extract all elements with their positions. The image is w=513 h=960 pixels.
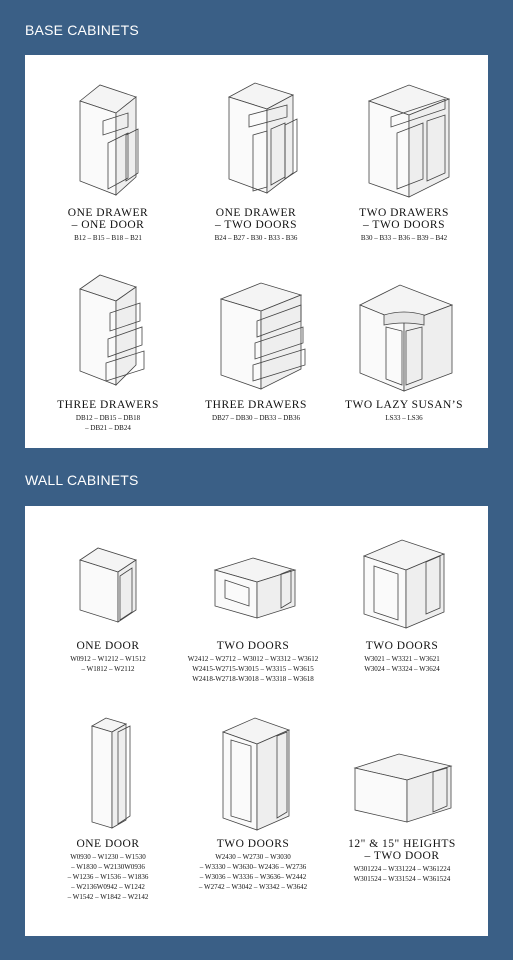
item-title: TWO DOORS <box>365 640 439 652</box>
wall-cabinets-panel <box>25 506 488 936</box>
item-codes: LS33 – LS36 <box>385 414 423 422</box>
item-title: TWO DRAWERS – TWO DOORS <box>359 207 449 231</box>
item-title: 12" & 15" HEIGHTS – TWO DOOR <box>348 838 456 862</box>
wall-item-two-doors-medium[interactable] <box>325 528 479 674</box>
base-item-three-drawers-wide[interactable] <box>179 265 333 423</box>
lazy-susan-corner-cabinet-icon <box>344 265 464 395</box>
wall-two-doors-tall-icon <box>203 712 303 834</box>
three-drawers-wide-cabinet-icon <box>201 265 311 395</box>
wall-cabinets-heading: WALL CABINETS <box>25 472 139 488</box>
wall-item-two-doors-short[interactable] <box>176 536 330 684</box>
base-item-one-drawer-two-doors[interactable] <box>179 73 333 243</box>
item-codes: W2412 – W2712 – W3012 – W3312 – W3612 W2415-W2715-W3015 – W3315 – W3615 W2418-W2718-W3018 – W3318 – W3618 <box>187 655 319 683</box>
item-codes: W0912 – W1212 – W1512 – W1812 – W2112 <box>70 655 146 673</box>
item-title: ONE DRAWER – TWO DOORS <box>215 207 297 231</box>
three-drawers-narrow-cabinet-icon <box>58 265 158 395</box>
item-codes: B24 – B27 - B30 - B33 - B36 <box>214 234 298 242</box>
base-cabinets-panel <box>25 55 488 448</box>
item-codes: W3021 – W3321 – W3621 W3024 – W3324 – W3624 <box>364 655 440 673</box>
item-title: TWO DOORS <box>216 838 290 850</box>
item-codes: B30 – B33 – B36 – B39 – B42 <box>360 234 448 242</box>
base-item-three-drawers-narrow[interactable] <box>31 265 185 433</box>
item-title: TWO LAZY SUSAN’S <box>344 399 464 411</box>
wall-two-doors-wide-icon <box>347 728 457 834</box>
wall-one-door-tall-icon <box>58 712 158 834</box>
item-title: ONE DOOR <box>76 640 140 652</box>
wall-item-one-door-short[interactable] <box>31 536 185 674</box>
one-drawer-one-door-cabinet-icon <box>58 73 158 203</box>
wall-item-one-door-tall[interactable] <box>31 712 185 902</box>
wall-two-doors-medium-icon <box>352 528 452 636</box>
item-codes: B12 – B15 – B18 – B21 <box>74 234 142 242</box>
base-cabinets-heading: BASE CABINETS <box>25 22 139 38</box>
one-drawer-two-doors-cabinet-icon <box>201 73 311 203</box>
item-title: THREE DRAWERS <box>205 399 307 411</box>
wall-one-door-short-icon <box>58 536 158 636</box>
item-codes: DB27 – DB30 – DB33 – DB36 <box>212 414 300 422</box>
wall-item-two-doors-tall[interactable] <box>176 712 330 892</box>
item-title: THREE DRAWERS <box>57 399 159 411</box>
wall-two-doors-short-icon <box>203 536 303 636</box>
base-item-one-drawer-one-door[interactable] <box>31 73 185 243</box>
base-item-lazy-susan[interactable] <box>327 265 481 423</box>
item-codes: W2430 – W2730 – W3030 – W3330 – W3630– W2436 – W2736 – W3036 – W3336 – W3636– W2442 – W2742 – W3042 – W3342 – W3642 <box>198 853 308 891</box>
base-item-two-drawers-two-doors[interactable] <box>327 73 481 243</box>
item-codes: DB12 – DB15 – DB18 – DB21 – DB24 <box>75 414 141 432</box>
item-codes: W0930 – W1230 – W1530 – W1830 – W2130W0936 – W1236 – W1536 – W1836 – W2136W0942 – W1242 – W1542 – W1842 – W2142 <box>67 853 149 901</box>
item-codes: W301224 – W331224 – W361224 W301524 – W331524 – W361524 <box>353 865 451 883</box>
item-title: ONE DRAWER – ONE DOOR <box>67 207 149 231</box>
two-drawers-two-doors-cabinet-icon <box>349 73 459 203</box>
item-title: ONE DOOR <box>76 838 140 850</box>
wall-item-two-doors-wide[interactable] <box>325 728 479 884</box>
item-title: TWO DOORS <box>216 640 290 652</box>
